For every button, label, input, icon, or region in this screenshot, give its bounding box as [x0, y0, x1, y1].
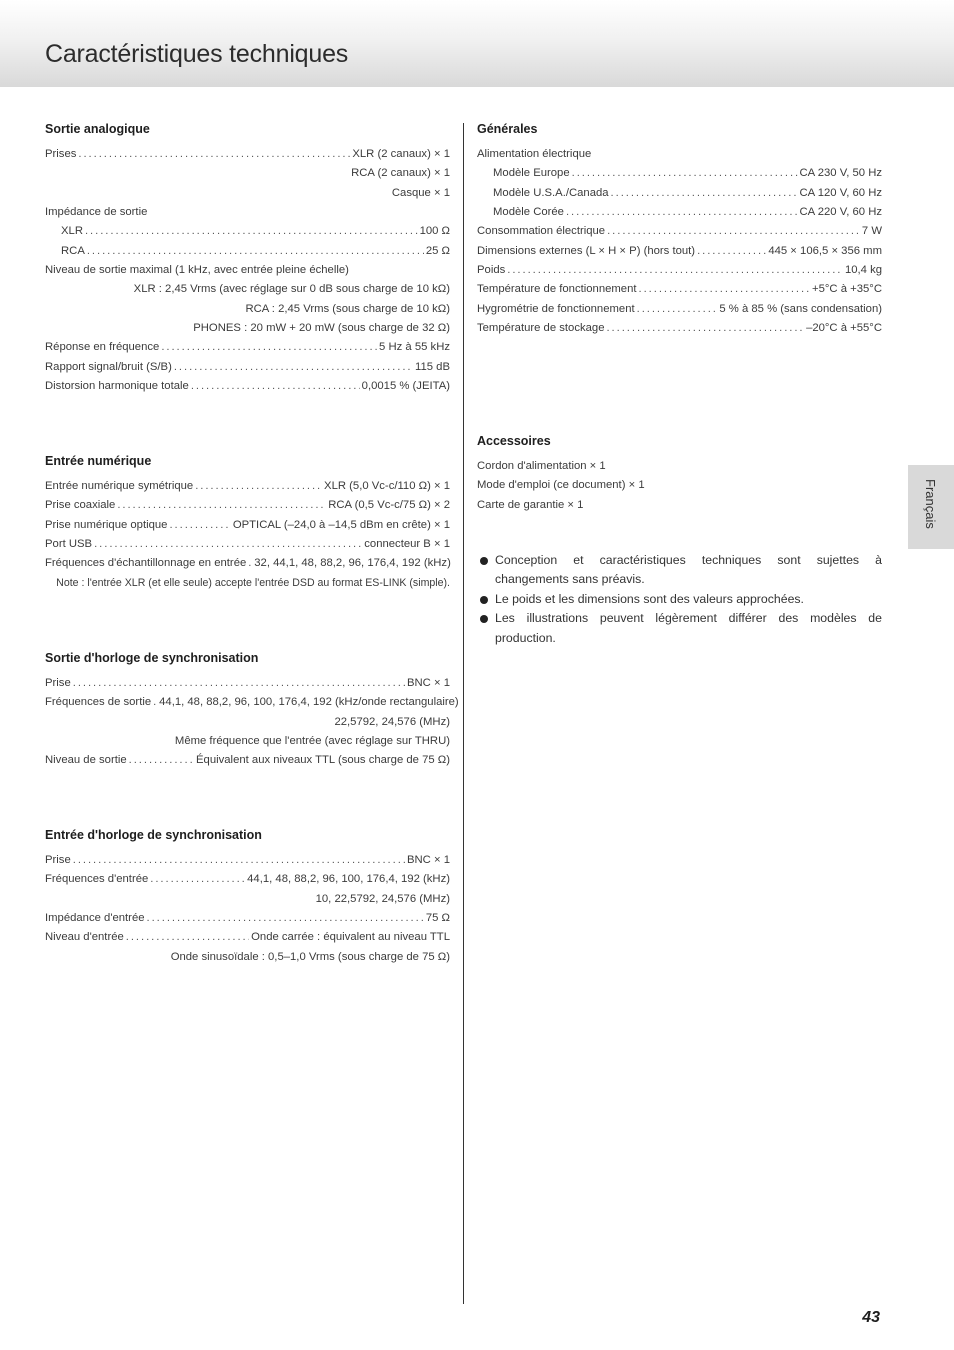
spec-row — [45, 203, 450, 222]
spec-row — [45, 184, 450, 203]
spec-row — [477, 242, 882, 261]
spec-value: Même fréquence que l'entrée (avec réglage sur THRU) — [174, 735, 450, 748]
spec-label: Température de fonctionnement — [477, 283, 637, 296]
spec-row — [45, 909, 450, 928]
page-number: 43 — [862, 1309, 880, 1326]
spec-label: Port USB — [45, 538, 93, 551]
spec-row — [477, 203, 882, 222]
spec-row — [45, 674, 450, 693]
page-header — [0, 0, 954, 87]
section-digital-input — [45, 454, 450, 593]
accessory-item: Mode d'emploi (ce document) × 1 — [477, 479, 645, 492]
spec-row — [477, 319, 882, 338]
spec-label: Modèle U.S.A./Canada — [493, 186, 609, 199]
spec-label: Prise — [45, 854, 71, 866]
notes-list — [477, 551, 882, 648]
spec-row — [45, 358, 450, 377]
section-sync-input — [45, 828, 450, 967]
spec-label: Fréquences de sortie — [45, 696, 152, 709]
section-title: Entrée numérique — [45, 454, 152, 468]
spec-value: 7 W — [861, 225, 882, 238]
spec-label: Modèle Corée — [493, 206, 564, 219]
spec-value: 100 Ω — [419, 225, 450, 238]
language-tab — [908, 465, 954, 549]
spec-label: Fréquences d'échantillonnage en entrée — [45, 557, 247, 570]
spec-row — [45, 516, 450, 535]
spec-row — [477, 280, 882, 299]
spec-value: +5°C à +35°C — [812, 283, 882, 296]
spec-row — [45, 732, 450, 751]
spec-label: Hygrométrie de fonctionnement — [477, 302, 635, 315]
spec-label: Niveau d'entrée — [45, 931, 124, 944]
spec-value: 115 dB — [415, 360, 450, 373]
spec-value: Onde sinusoïdale : 0,5–1,0 Vrms (sous charge de 75 Ω) — [170, 950, 450, 963]
spec-value: Onde carrée : équivalent au niveau TTL — [251, 931, 450, 944]
language-tab-label: Français — [923, 479, 938, 529]
note-bullet — [477, 551, 882, 590]
spec-label: Alimentation électrique — [477, 148, 592, 160]
spec-row — [45, 928, 450, 947]
spec-value: 0,0015 % (JEITA) — [361, 380, 450, 393]
spec-row — [45, 948, 450, 967]
spec-label: Distorsion harmonique totale — [45, 380, 189, 393]
note-text: Les illustrations peuvent légèrement différer des modèles de production. — [495, 611, 882, 645]
spec-value: BNC × 1 — [406, 854, 450, 866]
spec-row — [45, 751, 450, 770]
spec-row — [45, 242, 450, 261]
spec-value: Équivalent aux niveaux TTL (sous charge de 75 Ω) — [196, 754, 450, 767]
spec-row — [45, 535, 450, 554]
section-title: Entrée d'horloge de synchronisation — [45, 828, 262, 842]
note-bullet — [477, 609, 882, 648]
spec-row — [45, 496, 450, 515]
spec-label: Prise — [45, 677, 71, 689]
spec-row — [45, 338, 450, 357]
spec-value: 10,4 kg — [844, 264, 882, 277]
spec-label: Niveau de sortie — [45, 754, 127, 767]
spec-value: XLR : 2,45 Vrms (avec réglage sur 0 dB sous charge de 10 kΩ) — [133, 283, 450, 296]
spec-row — [45, 477, 450, 496]
spec-row — [477, 261, 882, 280]
spec-label: XLR — [61, 225, 83, 238]
spec-row — [45, 377, 450, 396]
spec-row — [477, 145, 882, 164]
spec-row — [45, 713, 450, 732]
spec-value: 75 Ω — [425, 912, 450, 925]
spec-label: Modèle Europe — [493, 167, 570, 180]
spec-label: Prise numérique optique — [45, 518, 168, 531]
spec-label: Rapport signal/bruit (S/B) — [45, 360, 172, 373]
spec-value: 25 Ω — [425, 244, 450, 257]
spec-label: Poids — [477, 264, 506, 277]
spec-row — [45, 319, 450, 338]
spec-row — [45, 693, 459, 712]
spec-label: Entrée numérique symétrique — [45, 480, 194, 492]
spec-label: Prise coaxiale — [45, 499, 116, 512]
spec-note — [45, 574, 450, 593]
spec-value: CA 120 V, 60 Hz — [799, 186, 882, 199]
section-title: Sortie d'horloge de synchronisation — [45, 651, 259, 665]
spec-row — [45, 300, 450, 319]
note-text: Note : l'entrée XLR (et elle seule) accepte l'entrée DSD au format ES-LINK (simple). — [56, 576, 450, 589]
spec-label: Niveau de sortie maximal (1 kHz, avec entrée pleine échelle) — [45, 264, 349, 277]
accessory-item: Carte de garantie × 1 — [477, 498, 584, 511]
note-text: Conception et caractéristiques techniques sont sujettes à changements sans préavis. — [495, 553, 882, 587]
spec-value: Casque × 1 — [391, 186, 450, 199]
spec-label: Prises — [45, 148, 77, 160]
spec-value: OPTICAL (–24,0 à –14,5 dBm en crête) × 1 — [232, 518, 450, 531]
accessory-item: Cordon d'alimentation × 1 — [477, 460, 606, 472]
spec-row — [45, 164, 450, 183]
section-title: Générales — [477, 122, 538, 136]
spec-row — [45, 554, 450, 573]
spec-value: 32, 44,1, 48, 88,2, 96, 176,4, 192 (kHz) — [254, 557, 451, 570]
spec-row — [45, 261, 450, 280]
spec-value: CA 220 V, 60 Hz — [799, 206, 882, 219]
spec-row — [477, 300, 882, 319]
bullet-icon — [480, 557, 488, 565]
spec-label: Température de stockage — [477, 322, 605, 335]
section-title: Accessoires — [477, 434, 551, 448]
spec-row — [45, 890, 450, 909]
bullet-icon — [480, 596, 488, 604]
spec-row — [45, 222, 450, 241]
section-accessories — [477, 434, 882, 515]
spec-value: 44,1, 48, 88,2, 96, 100, 176,4, 192 (kHz/onde rectangulaire) — [159, 696, 459, 709]
spec-row — [477, 222, 882, 241]
spec-row — [477, 184, 882, 203]
spec-label: Réponse en fréquence — [45, 341, 160, 354]
spec-value: RCA : 2,45 Vrms (sous charge de 10 kΩ) — [245, 302, 450, 315]
spec-label: Impédance de sortie — [45, 206, 148, 219]
spec-value: –20°C à +55°C — [806, 322, 882, 335]
spec-row — [45, 870, 450, 889]
spec-label: Consommation électrique — [477, 225, 606, 238]
spec-value: RCA (0,5 Vc-c/75 Ω) × 2 — [328, 499, 450, 512]
section-sync-output — [45, 651, 459, 771]
spec-row — [477, 164, 882, 183]
spec-value: 5 % à 85 % (sans condensation) — [719, 302, 882, 315]
section-title: Sortie analogique — [45, 122, 150, 136]
section-analog-output — [45, 122, 450, 396]
spec-row — [45, 280, 450, 299]
spec-row — [45, 851, 450, 870]
spec-label: Dimensions externes (L × H × P) (hors tout) — [477, 244, 696, 257]
spec-label: Impédance d'entrée — [45, 912, 145, 925]
note-bullet — [477, 590, 882, 609]
spec-value: CA 230 V, 50 Hz — [799, 167, 882, 180]
spec-value: RCA (2 canaux) × 1 — [351, 167, 450, 180]
spec-value: 44,1, 48, 88,2, 96, 100, 176,4, 192 (kHz) — [247, 873, 450, 886]
section-general — [477, 122, 882, 338]
page-title: Caractéristiques techniques — [45, 40, 349, 68]
spec-value: 22,5792, 24,576 (MHz) — [334, 715, 450, 728]
spec-value: 445 × 106,5 × 356 mm — [768, 244, 882, 257]
spec-value: BNC × 1 — [406, 677, 450, 689]
spec-label: RCA — [61, 244, 85, 257]
spec-value: PHONES : 20 mW + 20 mW (sous charge de 32 Ω) — [193, 322, 450, 335]
spec-value: 10, 22,5792, 24,576 (MHz) — [315, 892, 450, 905]
spec-value: connecteur B × 1 — [364, 538, 450, 551]
note-text: Le poids et les dimensions sont des valeurs approchées. — [495, 591, 804, 606]
spec-value: XLR (5,0 Vc-c/110 Ω) × 1 — [324, 480, 450, 492]
spec-row — [45, 145, 450, 164]
bullet-icon — [480, 615, 488, 623]
spec-value: 5 Hz à 55 kHz — [379, 341, 450, 354]
spec-value: XLR (2 canaux) × 1 — [352, 148, 450, 160]
spec-label: Fréquences d'entrée — [45, 873, 149, 886]
column-divider — [463, 123, 464, 1304]
